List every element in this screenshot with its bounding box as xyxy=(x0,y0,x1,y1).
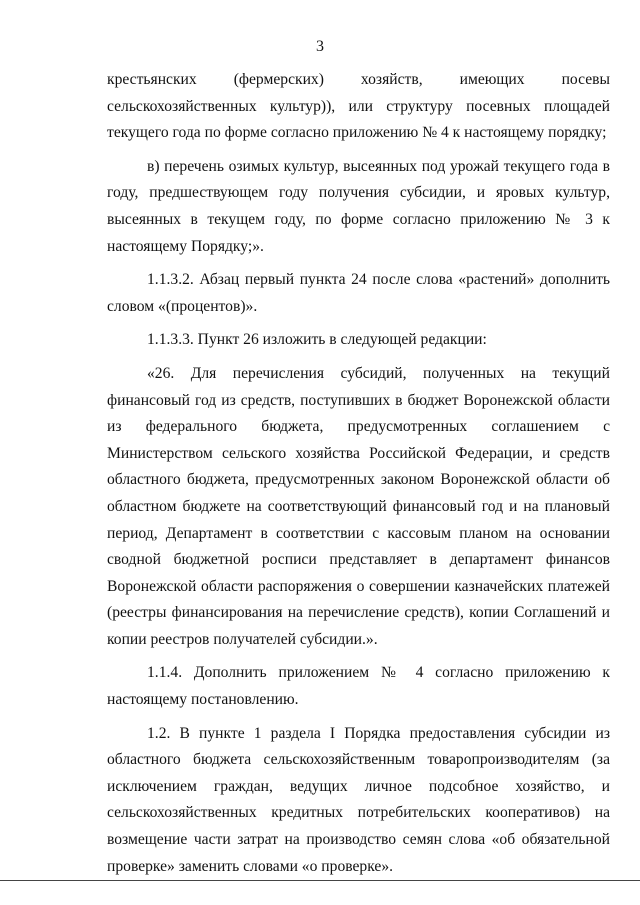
paragraph-1-1-3-3: 1.1.3.3. Пункт 26 изложить в следующей редакции: xyxy=(147,331,487,349)
paragraph-1-1-3-2: 1.1.3.2. Абзац первый пункта 24 после слова «растений» дополнить словом «(процентов)». xyxy=(107,271,610,315)
paragraph-1-1-4: 1.1.4. Дополнить приложением № 4 согласно приложению к настоящему постановлению. xyxy=(107,664,610,709)
paragraph-point-26: «26. Для перечисления субсидий, полученных на текущий финансовый год из средств, поступивших в бюджет Воронежской области из федерального бюджета, предусмотренных соглашением с Министерством сельского хозяйства Российской Федерации, и средств областного бюджета, предусмотренных законом Воронежской области об областном бюджете на соответствующий финансовый год и на плановый период, Департамент в соответствии с кассовым планом на основании сводной бюджетной росписи представляет в департамент финансов Воронежской области распоряжения о совершении казначейских платежей (реестры финансирования на перечисление средств), копии Соглашений и копии реестров получателей субсидии.». xyxy=(107,364,610,648)
paragraph-continuation: крестьянских (фермерских) хозяйств, имеющих посевы сельскохозяйственных культур)), или структуру посевных площадей текущего года по форме согласно приложению № 4 к настоящему порядку; xyxy=(107,71,610,142)
document-body xyxy=(107,67,610,887)
scan-edge-line xyxy=(0,880,640,881)
paragraph-1-2: 1.2. В пункте 1 раздела I Порядка предоставления субсидии из областного бюджета сельскохозяйственным товаропроизводителям (за исключением граждан, ведущих личное подсобное хозяйство, и сельскохозяйственных кредитных потребительских кооперативов) на возмещение части затрат на производство семян слова «об обязательной проверке» заменить словами «о проверке». xyxy=(107,724,610,875)
page-number: 3 xyxy=(316,38,324,55)
paragraph-item-v: в) перечень озимых культур, высеянных под урожай текущего года в году, предшествующем году получения субсидии, и яровых культур, высеянных в текущем году, по форме согласно приложению № 3 к настоящему Порядку;». xyxy=(107,157,610,255)
